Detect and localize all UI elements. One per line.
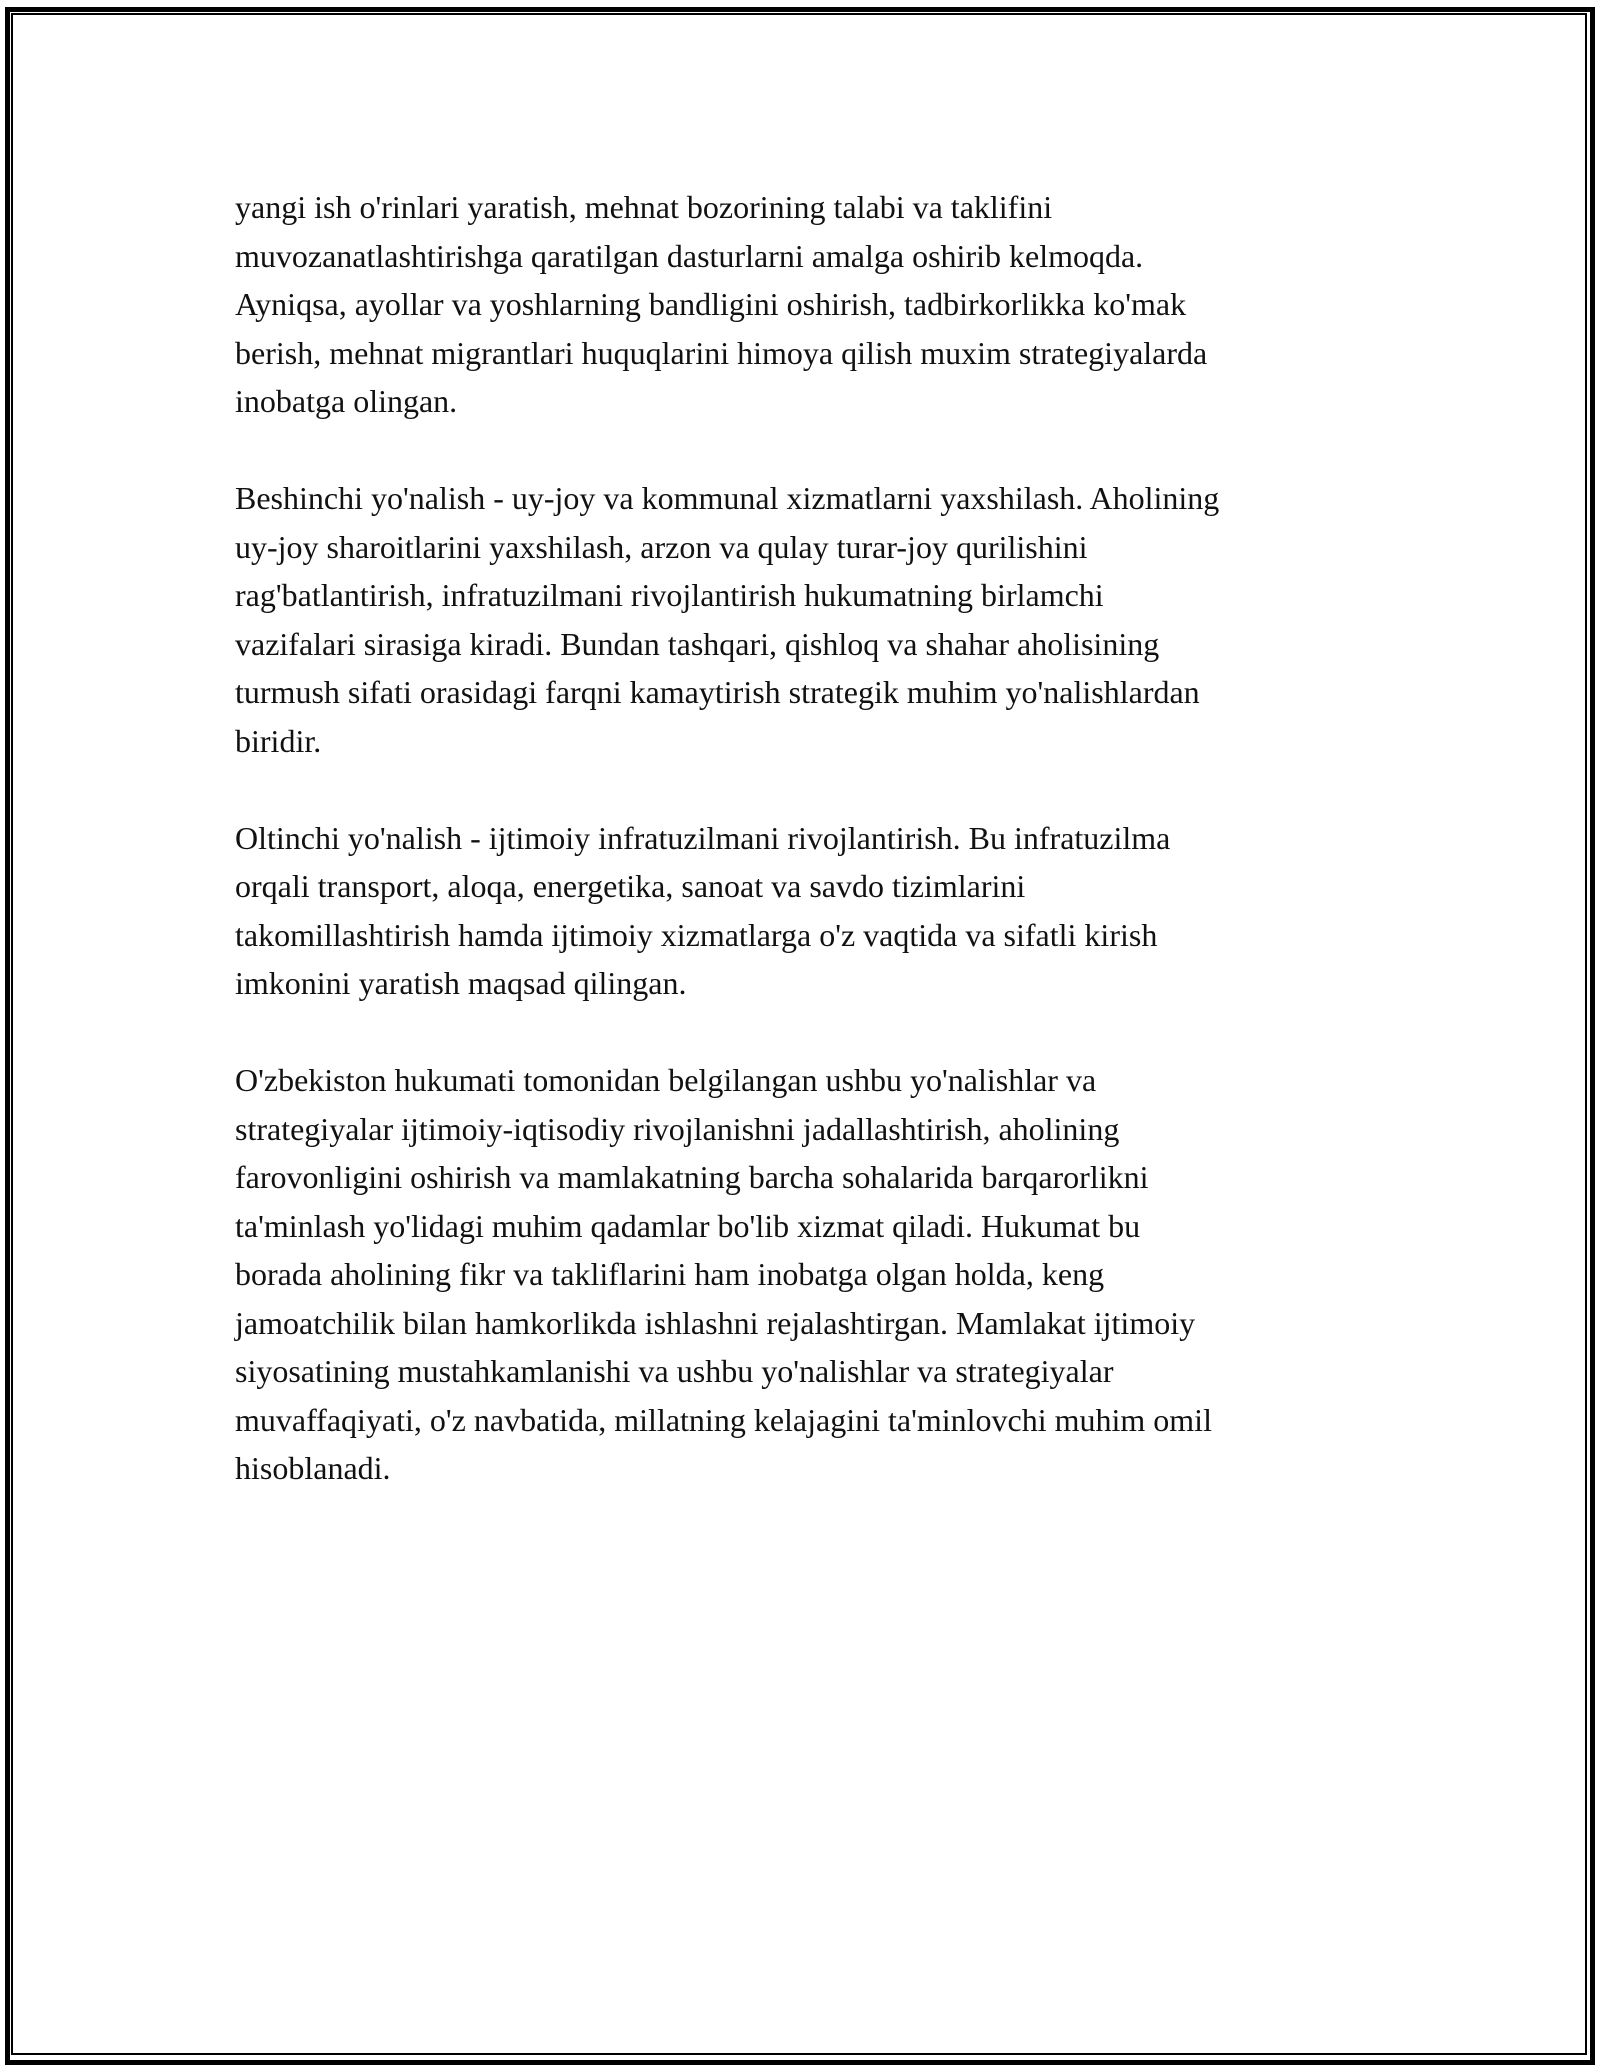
paragraph-conclusion xyxy=(235,1056,1375,1493)
paragraph-line: O'zbekiston hukumati tomonidan belgilangan ushbu yo'nalishlar va xyxy=(235,1062,1097,1098)
paragraph-line: strategiyalar ijtimoiy-iqtisodiy rivojlanishni jadallashtirish, aholining xyxy=(235,1110,1120,1147)
paragraph-line: rag'batlantirish, infratuzilmani rivojlantirish hukumatning birlamchi xyxy=(235,577,1104,613)
paragraph-line: imkonini yaratish maqsad qilingan. xyxy=(235,965,687,1001)
paragraph-line: vazifalari sirasiga kiradi. Bundan tashqari, qishloq va shahar aholisining xyxy=(235,625,1160,662)
paragraph-line: siyosatining mustahkamlanishi va ushbu yo'nalishlar va strategiyalar xyxy=(235,1353,1114,1389)
paragraph-employment xyxy=(235,183,1375,426)
paragraph-line: muvaffaqiyati, o'z navbatida, millatning kelajagini ta'minlovchi muhim omil xyxy=(235,1401,1212,1438)
paragraph-line: jamoatchilik bilan hamkorlikda ishlashni rejalashtirgan. Mamlakat ijtimoiy xyxy=(235,1304,1196,1341)
paragraph-line: muvozanatlashtirishga qaratilgan dasturlarni amalga oshirib kelmoqda. xyxy=(235,237,1144,274)
paragraph-line: Beshinchi yo'nalish - uy-joy va kommunal xizmatlarni yaxshilash. Aholining xyxy=(235,480,1220,516)
paragraph-infrastructure xyxy=(235,814,1375,1008)
paragraph-line: berish, mehnat migrantlari huquqlarini himoya qilish muxim strategiyalarda xyxy=(235,334,1208,371)
paragraph-line: biridir. xyxy=(235,722,322,759)
paragraph-line: hisoblanadi. xyxy=(235,1450,391,1486)
paragraph-line: inobatga olingan. xyxy=(235,383,458,419)
paragraph-line: farovonligini oshirish va mamlakatning barcha sohalarida barqarorlikni xyxy=(235,1159,1149,1195)
paragraph-line: uy-joy sharoitlarini yaxshilash, arzon va qulay turar-joy qurilishini xyxy=(235,528,1088,565)
paragraph-line: takomillashtirish hamda ijtimoiy xizmatlarga o'z vaqtida va sifatli kirish xyxy=(235,916,1158,953)
paragraph-line: Oltinchi yo'nalish - ijtimoiy infratuzilmani rivojlantirish. Bu infratuzilma xyxy=(235,819,1171,856)
paragraph-line: orqali transport, aloqa, energetika, sanoat va savdo tizimlarini xyxy=(235,868,1026,904)
paragraph-line: turmush sifati orasidagi farqni kamaytirish strategik muhim yo'nalishlardan xyxy=(235,674,1200,710)
paragraph-line: Ayniqsa, ayollar va yoshlarning bandligini oshirish, tadbirkorlikka ko'mak xyxy=(235,286,1187,322)
paragraph-line: borada aholining fikr va takliflarini ham inobatga olgan holda, keng xyxy=(235,1256,1105,1292)
paragraph-line: yangi ish o'rinlari yaratish, mehnat bozorining talabi va taklifini xyxy=(235,189,1053,225)
paragraph-line: ta'minlash yo'lidagi muhim qadamlar bo'lib xizmat qiladi. Hukumat bu xyxy=(235,1207,1141,1244)
paragraph-housing xyxy=(235,474,1375,765)
document-body xyxy=(235,183,1375,1493)
